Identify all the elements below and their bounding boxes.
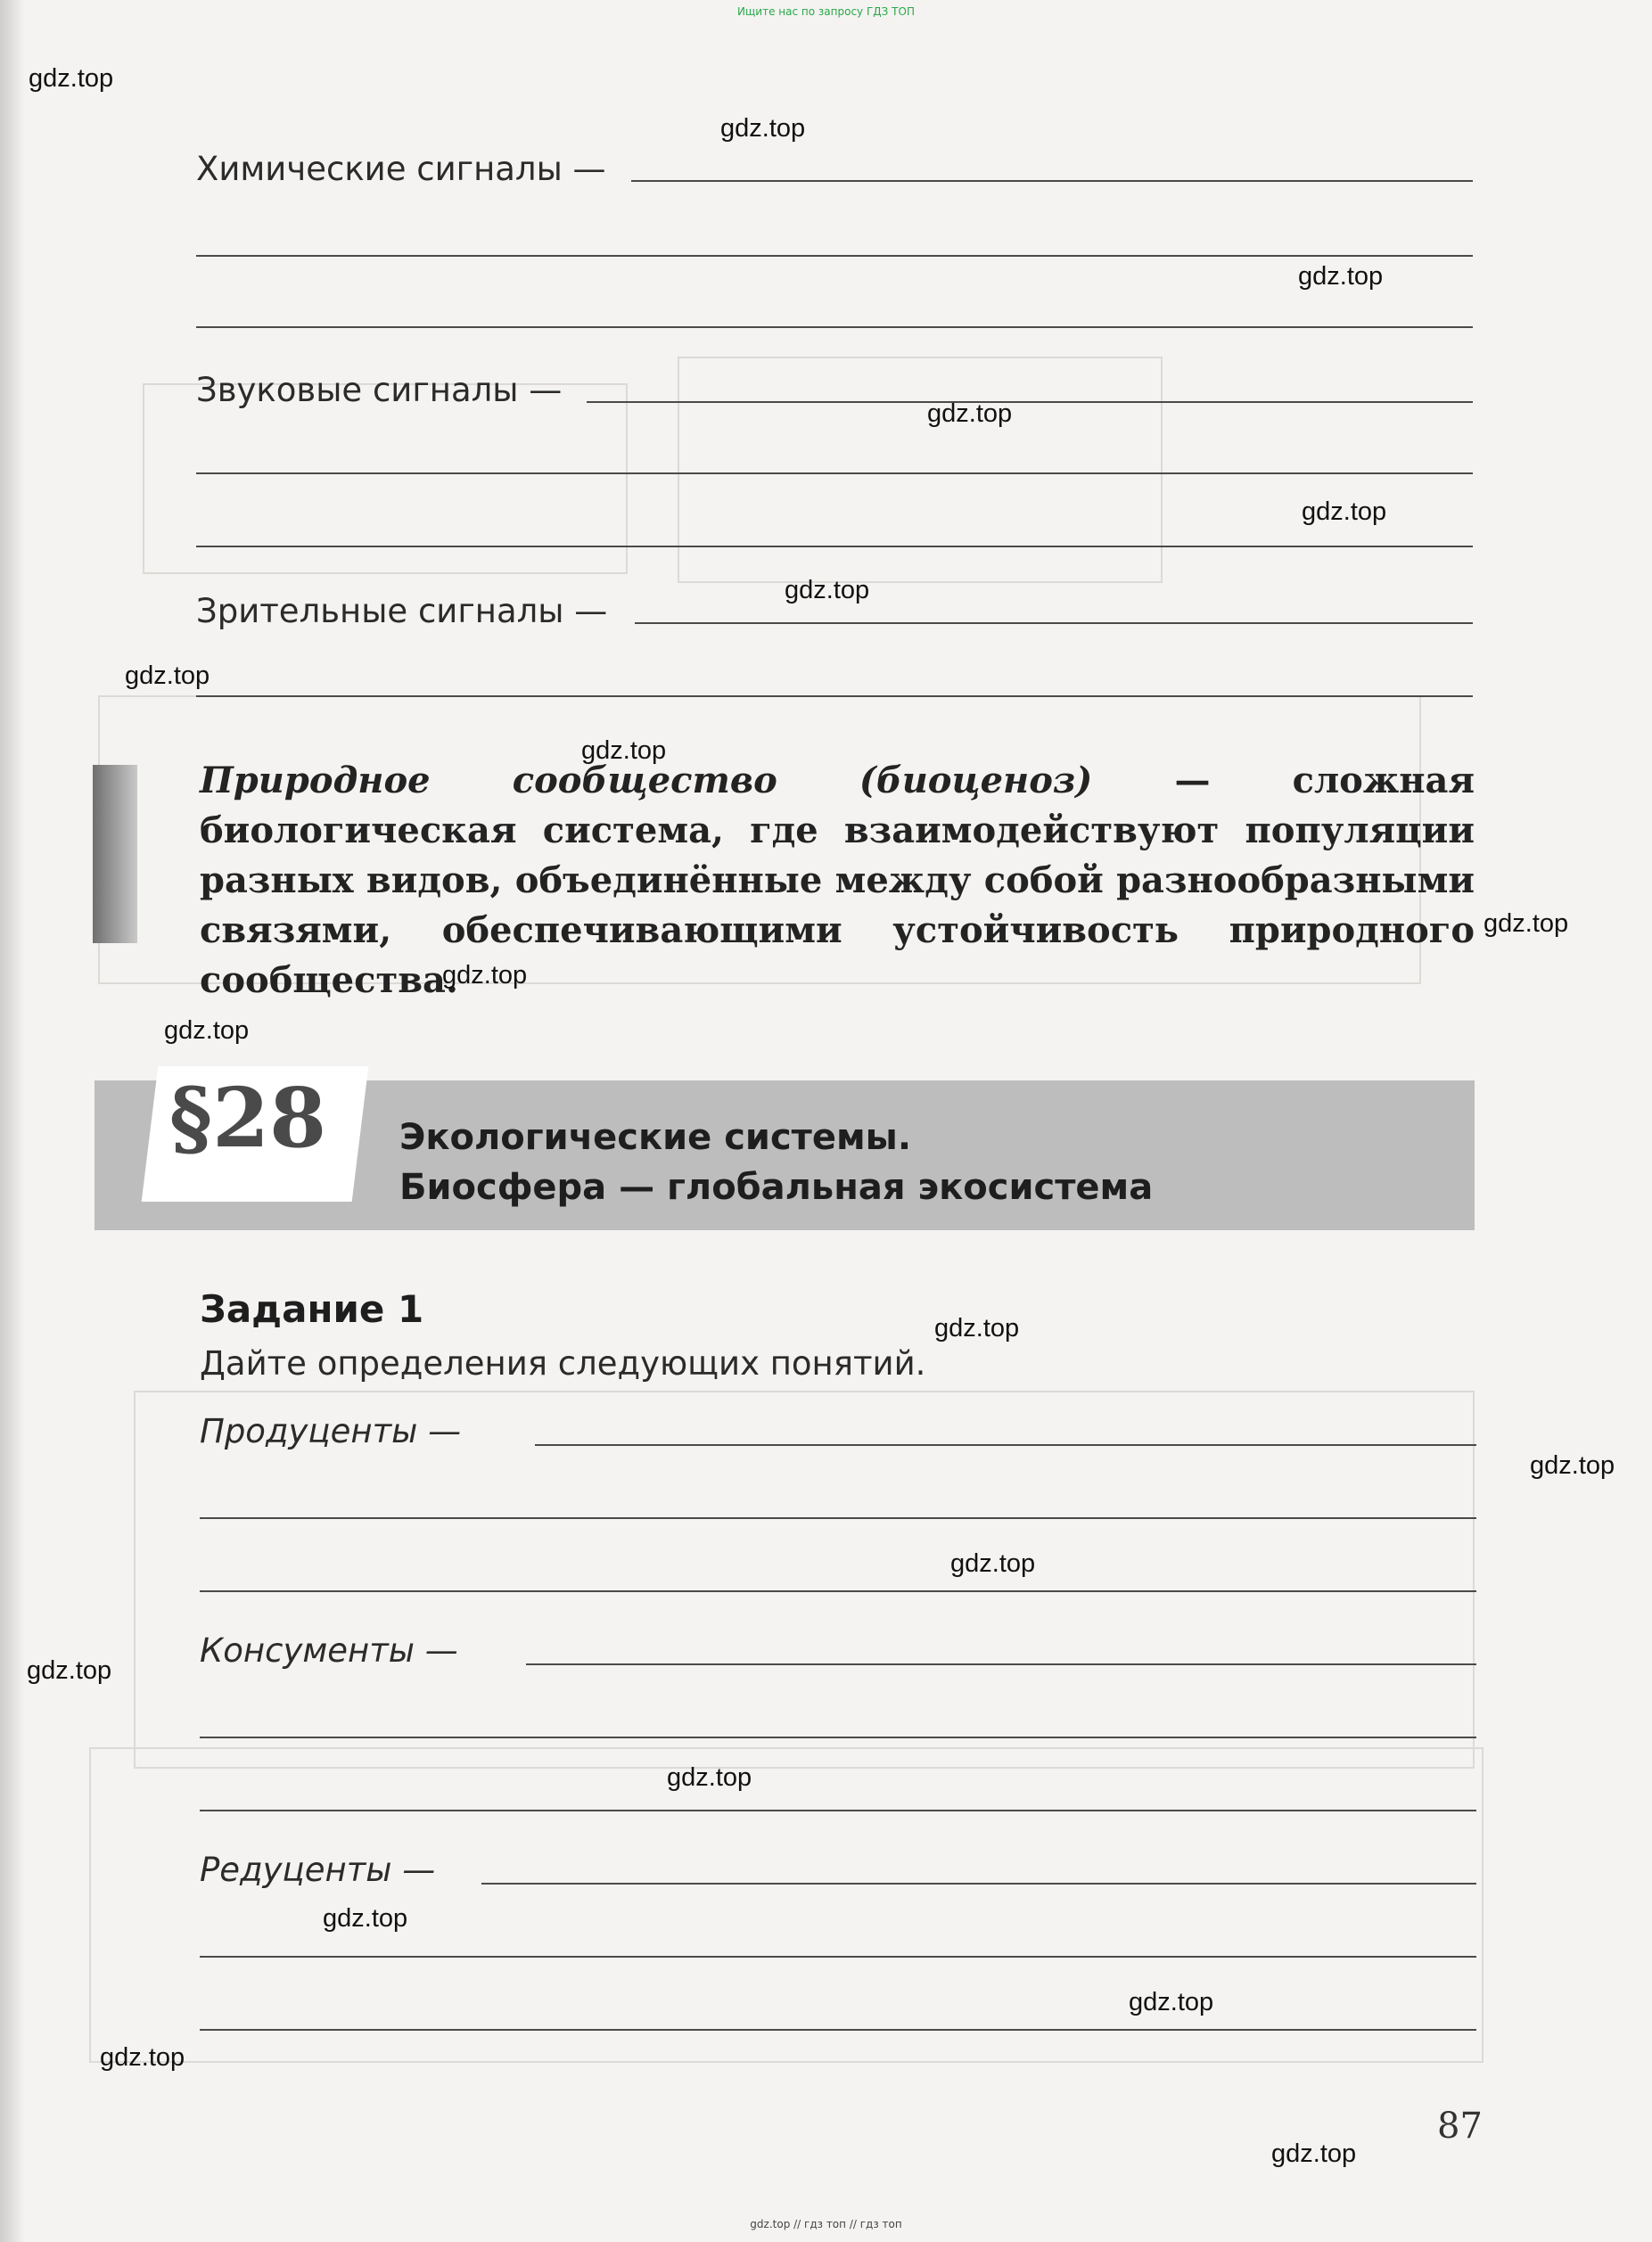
answer-line bbox=[200, 1737, 1476, 1738]
watermark: gdz.top bbox=[950, 1549, 1036, 1578]
watermark: gdz.top bbox=[100, 2043, 185, 2072]
watermark: gdz.top bbox=[125, 661, 210, 690]
answer-line bbox=[200, 2029, 1476, 2031]
answer-line bbox=[526, 1663, 1476, 1665]
answer-line bbox=[196, 472, 1473, 474]
answer-line bbox=[196, 326, 1473, 328]
section-title bbox=[399, 1113, 1153, 1212]
watermark: gdz.top bbox=[934, 1314, 1020, 1343]
visual-signals-label: Зрительные сигналы — bbox=[196, 592, 608, 630]
watermark: gdz.top bbox=[27, 1656, 112, 1685]
bottom-note: gdz.top // гдз топ // гдз топ bbox=[750, 2218, 902, 2230]
decomposers-label: Редуценты — bbox=[200, 1851, 436, 1889]
task-instruction: Дайте определения следующих понятий. bbox=[200, 1344, 926, 1383]
answer-line bbox=[200, 1810, 1476, 1811]
biocenosis-definition bbox=[200, 756, 1475, 1006]
answer-line bbox=[200, 1517, 1476, 1519]
watermark: gdz.top bbox=[1129, 1988, 1214, 2016]
watermark: gdz.top bbox=[1298, 262, 1384, 291]
watermark: gdz.top bbox=[1302, 497, 1387, 526]
watermark: gdz.top bbox=[927, 399, 1013, 428]
page-number: 87 bbox=[1437, 2106, 1483, 2147]
section-number: §28 bbox=[169, 1070, 327, 1166]
watermark: gdz.top bbox=[323, 1904, 408, 1933]
watermark: gdz.top bbox=[785, 576, 870, 604]
page-binding-shadow bbox=[0, 0, 25, 2242]
answer-line bbox=[535, 1444, 1476, 1446]
task-title: Задание 1 bbox=[200, 1287, 424, 1331]
definition-text: — сложная биологическая система, где взаимодействуют популяции разных видов, объединённые между собой разнообразными связями, обеспечивающими устойчивость природного сообщества. bbox=[200, 760, 1475, 1001]
answer-line bbox=[635, 622, 1473, 624]
answer-line bbox=[200, 1590, 1476, 1592]
watermark: gdz.top bbox=[29, 64, 114, 93]
answer-line bbox=[631, 180, 1473, 182]
chemical-signals-label: Химические сигналы — bbox=[196, 150, 606, 188]
producers-label: Продуценты — bbox=[200, 1412, 462, 1450]
watermark: gdz.top bbox=[164, 1016, 250, 1045]
sound-signals-label: Звуковые сигналы — bbox=[196, 371, 563, 409]
top-note: Ищите нас по запросу ГДЗ ТОП bbox=[737, 5, 915, 18]
watermark: gdz.top bbox=[720, 114, 806, 143]
answer-line bbox=[587, 401, 1473, 403]
bleed-through-box bbox=[678, 357, 1163, 583]
consumers-label: Консументы — bbox=[200, 1631, 458, 1670]
answer-line bbox=[196, 255, 1473, 257]
definition-term: Природное сообщество (биоценоз) bbox=[200, 760, 1093, 801]
watermark: gdz.top bbox=[581, 736, 667, 765]
definition-marker-bar bbox=[93, 765, 137, 943]
watermark: gdz.top bbox=[1484, 909, 1569, 938]
watermark: gdz.top bbox=[1530, 1451, 1615, 1480]
watermark: gdz.top bbox=[442, 961, 528, 990]
answer-line bbox=[196, 695, 1473, 697]
section-title-line-1: Экологические системы. bbox=[399, 1117, 912, 1158]
bleed-through-box bbox=[89, 1747, 1484, 2063]
answer-line bbox=[196, 546, 1473, 547]
answer-line bbox=[481, 1883, 1476, 1885]
watermark: gdz.top bbox=[667, 1763, 752, 1792]
answer-line bbox=[200, 1956, 1476, 1958]
section-title-line-2: Биосфера — глобальная экосистема bbox=[399, 1167, 1154, 1208]
watermark: gdz.top bbox=[1271, 2139, 1357, 2168]
